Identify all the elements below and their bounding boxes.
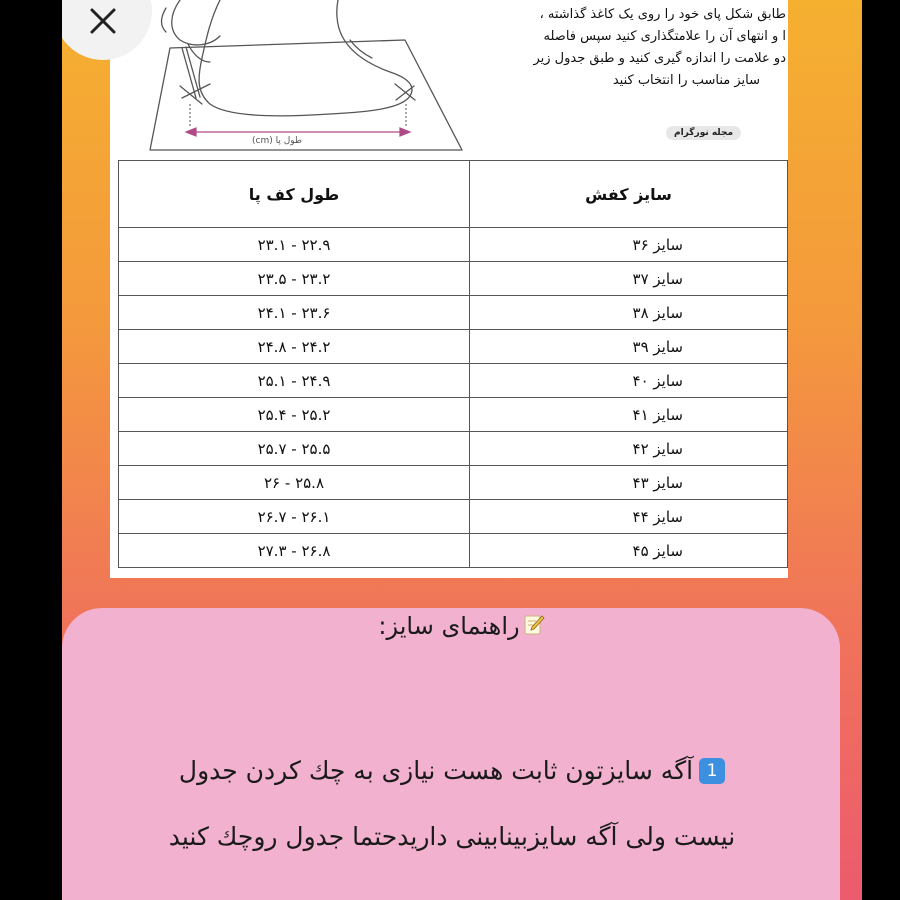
- foot-length-cell: ۲۴.۹ - ۲۵.۱: [119, 364, 470, 398]
- shoe-size-cell: سایز ۴۵: [470, 534, 788, 568]
- header-shoe-size: سایز کفش: [470, 161, 788, 228]
- size-chart-image: [110, 0, 788, 578]
- table-row: [119, 432, 788, 466]
- instruction-line: ا و انتهای آن را علامتگذاری کنید سپس فاصله: [543, 29, 786, 44]
- foot-length-label: طول پا (cm): [252, 136, 303, 146]
- table-row: [119, 262, 788, 296]
- foot-length-cell: ۲۲.۹ - ۲۳.۱: [119, 228, 470, 262]
- guide-line-2: نیست ولی آگه سایزبینابینی داریدحتما جدول روچك كنید: [168, 822, 736, 851]
- foot-length-cell: ۲۶.۸ - ۲۷.۳: [119, 534, 470, 568]
- foot-length-cell: ۲۳.۲ - ۲۳.۵: [119, 262, 470, 296]
- foot-length-cell: ۲۵.۵ - ۲۵.۷: [119, 432, 470, 466]
- table-row: [119, 228, 788, 262]
- instruction-line: سایز مناسب را انتخاب کنید: [612, 73, 760, 88]
- shoe-size-table: [118, 160, 788, 568]
- number-one-keycap-icon: 1: [699, 758, 725, 784]
- shoe-size-cell: سایز ۴۲: [470, 432, 788, 466]
- table-header-row: [119, 161, 788, 228]
- foot-length-cell: ۲۶.۱ - ۲۶.۷: [119, 500, 470, 534]
- instruction-line: طابق شکل پای خود را روی یک کاغذ گذاشته ،: [539, 7, 786, 22]
- table-row: [119, 500, 788, 534]
- measuring-instructions: [500, 0, 786, 92]
- table-row: [119, 364, 788, 398]
- shoe-size-cell: سایز ۴۳: [470, 466, 788, 500]
- foot-length-cell: ۲۳.۶ - ۲۴.۱: [119, 296, 470, 330]
- close-icon: [88, 6, 118, 36]
- instruction-line: دو علامت را اندازه گیری کنید و طبق جدول زیر: [533, 51, 786, 66]
- source-badge: مجله نورگرام: [666, 126, 741, 140]
- story-card: [62, 0, 862, 900]
- size-guide-title-text: راهنمای سایز:: [378, 612, 520, 640]
- table-row: [119, 398, 788, 432]
- foot-length-cell: ۲۴.۲ - ۲۴.۸: [119, 330, 470, 364]
- shoe-size-cell: سایز ۴۱: [470, 398, 788, 432]
- table-row: [119, 534, 788, 568]
- header-foot-length: طول کف پا: [119, 161, 470, 228]
- foot-length-cell: ۲۵.۲ - ۲۵.۴: [119, 398, 470, 432]
- shoe-size-cell: سایز ۳۸: [470, 296, 788, 330]
- guide-line-1: [62, 756, 842, 785]
- table-row: [119, 296, 788, 330]
- memo-icon: [522, 613, 546, 637]
- shoe-size-cell: سایز ۳۹: [470, 330, 788, 364]
- shoe-size-cell: سایز ۴۰: [470, 364, 788, 398]
- table-row: [119, 330, 788, 364]
- size-guide-card: [62, 608, 840, 900]
- table-row: [119, 466, 788, 500]
- shoe-size-cell: سایز ۴۴: [470, 500, 788, 534]
- shoe-size-cell: سایز ۳۷: [470, 262, 788, 296]
- shoe-size-cell: سایز ۳۶: [470, 228, 788, 262]
- foot-length-cell: ۲۵.۸ - ۲۶: [119, 466, 470, 500]
- guide-text-1: آگه سایزتون ثابت هست نیازی به چك كردن جدول: [178, 756, 694, 785]
- size-guide-title: [62, 612, 862, 640]
